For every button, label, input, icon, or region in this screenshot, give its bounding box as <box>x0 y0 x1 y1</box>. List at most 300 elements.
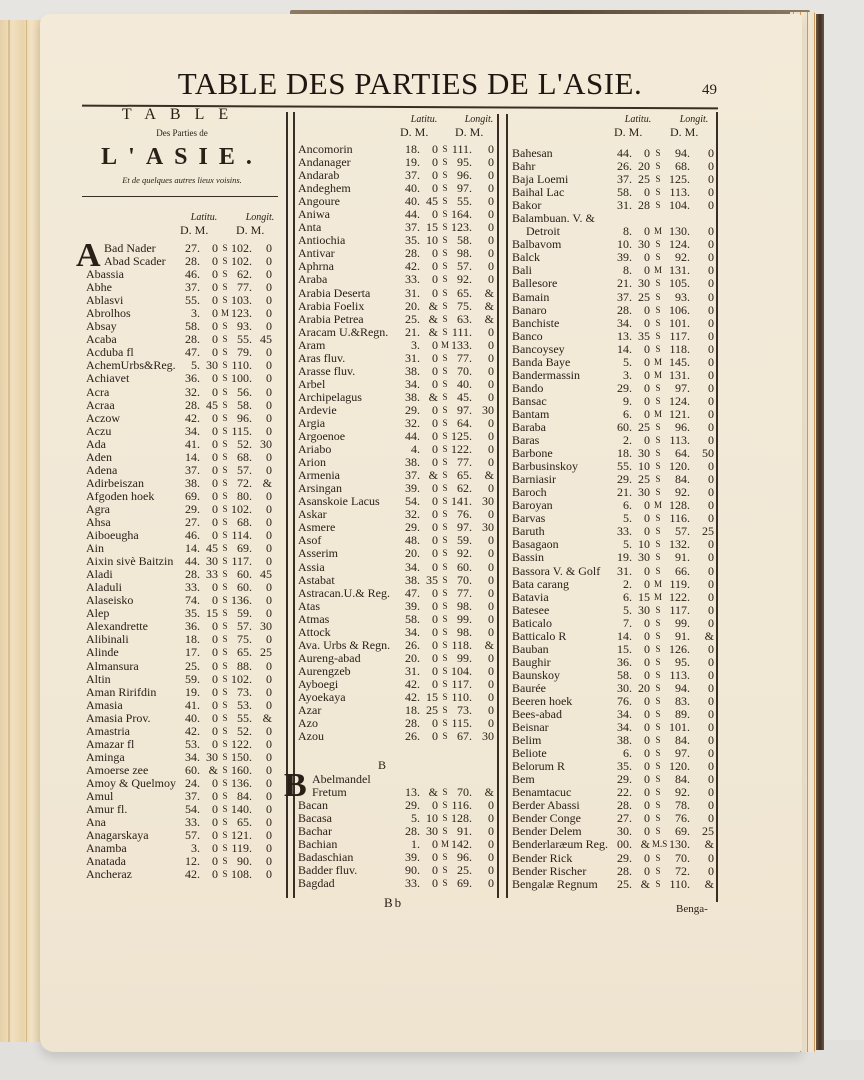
place-name: Astabat <box>298 572 335 587</box>
lonm-value: 0 <box>488 155 494 170</box>
lat-value: 34. <box>185 749 200 764</box>
lonm-value: 0 <box>266 671 272 686</box>
lonm-value: 0 <box>488 207 494 222</box>
place-name: Bengalæ Regnum <box>512 876 598 891</box>
table-row <box>298 313 500 326</box>
lon-value: 105. <box>669 276 690 291</box>
lonm-value: 0 <box>708 159 714 174</box>
place-name: Angoure <box>298 194 340 209</box>
table-row <box>512 382 718 395</box>
table-row <box>298 365 500 378</box>
hemisphere-mark: S <box>442 431 448 442</box>
place-name: Ava. Urbs & Regn. <box>298 637 391 652</box>
place-name: Aladi <box>86 567 113 582</box>
lonm-value: 0 <box>266 802 272 817</box>
hemisphere-mark: S <box>655 187 661 198</box>
lat-value: 34. <box>617 707 632 722</box>
lat-value: 28. <box>185 254 200 269</box>
latm-value: 0 <box>644 315 650 330</box>
place-name: Beeren hoek <box>512 693 573 708</box>
lat-value: 60. <box>617 419 632 434</box>
lonm-value: 0 <box>266 267 272 282</box>
lon-value: 45. <box>457 389 472 404</box>
table-row <box>298 600 500 613</box>
hemisphere-mark: S <box>222 269 228 280</box>
place-name: Bachar <box>298 824 332 839</box>
hemisphere-mark: S <box>442 326 448 337</box>
latm-value: 33 <box>206 567 218 582</box>
latm-value: 0 <box>432 729 438 744</box>
latm-value: 0 <box>432 181 438 196</box>
lat-value: 28. <box>185 332 200 347</box>
lonm-value: & <box>484 468 494 483</box>
lonm-value: 0 <box>488 559 494 574</box>
place-name: Banda Baye <box>512 354 571 369</box>
lonm-value: 0 <box>266 684 272 699</box>
table-row <box>512 643 718 656</box>
place-name: Ana <box>86 815 106 830</box>
lat-value: 44. <box>405 207 420 222</box>
place-name: Bahesan <box>512 146 553 160</box>
lonm-value: 0 <box>708 237 714 252</box>
place-name: Bansac <box>512 393 547 408</box>
lon-value: 66. <box>675 563 690 578</box>
lonm-value: 0 <box>266 280 272 295</box>
running-title: TABLE DES PARTIES DE L'ASIE. <box>177 66 643 101</box>
place-name: Baroyan <box>512 498 553 513</box>
latm-value: 10 <box>638 459 650 474</box>
lon-value: 130. <box>669 224 690 239</box>
hemisphere-mark: S <box>655 435 661 446</box>
lonm-value: 25 <box>702 524 714 539</box>
place-name: Ablasvi <box>86 293 124 308</box>
place-name: Argoenoe <box>298 429 346 444</box>
hemisphere-mark: S <box>442 718 448 729</box>
latm-value: 0 <box>432 716 438 731</box>
lon-value: 121. <box>231 828 252 843</box>
table-row <box>512 317 718 330</box>
hemisphere-mark: S <box>222 556 228 567</box>
place-name: Agra <box>86 501 110 516</box>
hemisphere-mark: M <box>653 226 662 237</box>
lonm-value: 0 <box>708 602 714 617</box>
lon-value: 77. <box>457 455 472 470</box>
latm-value: & <box>640 837 650 852</box>
latm-value: 0 <box>432 637 438 652</box>
place-name: Ancheraz <box>86 867 132 882</box>
lonm-value: 0 <box>488 181 494 196</box>
lat-value: 27. <box>185 241 200 255</box>
latm-value: 0 <box>212 593 218 608</box>
lonm-value: 0 <box>708 811 714 826</box>
lonm-value: 0 <box>488 716 494 731</box>
place-name: Barbusinskoy <box>512 459 578 474</box>
lonm-value: 0 <box>708 667 714 682</box>
place-name: Aurengzeb <box>298 663 351 678</box>
table-row <box>298 391 500 404</box>
lonm-value: 0 <box>708 707 714 722</box>
latm-value: 0 <box>432 850 438 865</box>
latm-value: 0 <box>644 824 650 839</box>
place-name: Abad Scader <box>104 254 166 269</box>
table-row <box>86 686 286 699</box>
lat-value: 10. <box>617 237 632 252</box>
hemisphere-mark: S <box>655 787 661 798</box>
place-name: Ayoekaya <box>298 689 346 704</box>
lat-value: 34. <box>405 624 420 639</box>
lonm-value: 0 <box>708 146 714 160</box>
place-name: Absay <box>86 319 117 334</box>
lonm-value: & <box>484 785 494 799</box>
table-row <box>512 669 718 682</box>
latm-value: 35 <box>426 572 438 587</box>
table-row <box>86 751 286 764</box>
place-name: Bees-abad <box>512 707 562 722</box>
lon-label: Longit. <box>679 114 709 125</box>
place-name: Bassora V. & Golf <box>512 563 601 578</box>
latm-value: 0 <box>212 580 218 595</box>
lonm-value: 0 <box>708 250 714 265</box>
lon-value: 93. <box>675 289 690 304</box>
intro-rule <box>82 196 278 197</box>
latm-value: 0 <box>432 837 438 852</box>
lat-value: 18. <box>405 703 420 718</box>
table-row <box>86 764 286 777</box>
lon-value: 92. <box>675 250 690 265</box>
latm-value: 10 <box>638 537 650 552</box>
place-name: Baruth <box>512 524 545 539</box>
latm-value: 0 <box>432 650 438 665</box>
latm-value: 0 <box>432 350 438 365</box>
hemisphere-mark: S <box>442 496 448 507</box>
lat-value: 42. <box>185 410 200 425</box>
lonm-value: 0 <box>708 302 714 317</box>
lonm-value: 0 <box>266 358 272 373</box>
lon-value: 123. <box>451 220 472 235</box>
dm-label: D. M. <box>400 125 429 139</box>
table-row <box>86 451 286 464</box>
lon-value: 99. <box>457 650 472 665</box>
lat-value: 5. <box>623 537 632 552</box>
hemisphere-mark: S <box>442 639 448 650</box>
lon-value: 92. <box>457 546 472 561</box>
place-name: Adena <box>86 462 118 477</box>
hemisphere-mark: S <box>655 748 661 759</box>
hemisphere-mark: S <box>655 761 661 772</box>
lat-value: 42. <box>405 676 420 691</box>
table-row <box>512 551 718 564</box>
latm-value: 0 <box>432 363 438 378</box>
lonm-value: 30 <box>260 619 272 634</box>
hemisphere-mark: S <box>442 183 448 194</box>
lonm-value: & <box>262 475 272 490</box>
place-name: Baurée <box>512 680 546 695</box>
lonm-value: 0 <box>488 350 494 365</box>
latm-value: 0 <box>644 641 650 656</box>
book-cover-side-edge <box>816 14 824 1050</box>
latm-value: 0 <box>212 684 218 699</box>
lonm-value: 0 <box>708 315 714 330</box>
lonm-value: 0 <box>266 632 272 647</box>
lat-value: 55. <box>185 293 200 308</box>
place-name: Azar <box>298 703 322 718</box>
place-name: Bad Nader <box>104 241 156 255</box>
lonm-value: 0 <box>488 429 494 444</box>
hemisphere-mark: S <box>222 438 228 449</box>
lon-value: 70. <box>457 363 472 378</box>
hemisphere-mark: S <box>442 391 448 402</box>
latm-value: 0 <box>644 576 650 591</box>
place-name: Asof <box>298 533 322 548</box>
lon-value: 115. <box>231 423 252 438</box>
table-row <box>512 369 718 382</box>
place-name: Anatada <box>86 854 126 869</box>
place-table-section-b <box>298 786 500 890</box>
lonm-value: 0 <box>266 514 272 529</box>
place-name: Amoy & Quelmoy <box>86 775 176 790</box>
place-name: Alibinali <box>86 632 129 647</box>
table-row <box>86 673 286 686</box>
latm-value: 0 <box>212 410 218 425</box>
place-name: Anamba <box>86 841 127 856</box>
lonm-value: 0 <box>708 367 714 382</box>
lat-value: 21. <box>405 324 420 339</box>
lat-value: 22. <box>617 785 632 800</box>
lat-value: 6. <box>623 498 632 513</box>
lonm-value: 0 <box>266 241 272 255</box>
latm-value: 0 <box>644 263 650 278</box>
lon-value: 96. <box>237 410 252 425</box>
hemisphere-mark: S <box>655 474 661 485</box>
hemisphere-mark: M <box>653 369 662 380</box>
lat-value: 38. <box>405 455 420 470</box>
catchword: Benga- <box>676 903 708 915</box>
lon-value: 53. <box>237 697 252 712</box>
lonm-value: 0 <box>266 723 272 738</box>
hemisphere-mark: S <box>222 360 228 371</box>
lon-value: 140. <box>231 802 252 817</box>
drop-cap-b: B <box>284 767 307 804</box>
lat-value: 29. <box>617 380 632 395</box>
lonm-value: 0 <box>708 693 714 708</box>
lat-value: 15. <box>617 641 632 656</box>
lonm-value: 0 <box>708 850 714 865</box>
hemisphere-mark: S <box>655 513 661 524</box>
lon-value: 70. <box>457 785 472 799</box>
lon-value: 56. <box>237 384 252 399</box>
lon-value: 113. <box>669 667 690 682</box>
lat-value: 29. <box>617 850 632 865</box>
intro-subtitle: Des Parties de <box>156 128 208 138</box>
lon-value: 96. <box>675 419 690 434</box>
hemisphere-mark: M <box>220 308 229 319</box>
hemisphere-mark: S <box>442 287 448 298</box>
hemisphere-mark: S <box>655 669 661 680</box>
latm-value: 0 <box>212 371 218 386</box>
lon-value: 150. <box>231 749 252 764</box>
lonm-value: 30 <box>482 402 494 417</box>
lonm-value: 0 <box>266 319 272 334</box>
latm-value: & <box>428 298 438 313</box>
hemisphere-mark: S <box>442 665 448 676</box>
place-name: Afgoden hoek <box>86 488 155 503</box>
lon-value: 116. <box>669 511 690 526</box>
lonm-value: 0 <box>488 389 494 404</box>
lat-value: 34. <box>405 376 420 391</box>
lonm-value: 0 <box>266 397 272 412</box>
lat-value: 5. <box>411 811 420 826</box>
lon-value: 98. <box>457 598 472 613</box>
lon-value: 91. <box>675 628 690 643</box>
lat-value: 60. <box>185 762 200 777</box>
latm-value: 0 <box>432 546 438 561</box>
hemisphere-mark: S <box>655 304 661 315</box>
hemisphere-mark: S <box>655 709 661 720</box>
table-row <box>298 665 500 678</box>
table-row <box>86 425 286 438</box>
lonm-value: 0 <box>708 641 714 656</box>
hemisphere-mark: S <box>222 764 228 775</box>
lonm-value: 0 <box>488 233 494 248</box>
hemisphere-mark: S <box>222 608 228 619</box>
hemisphere-mark: S <box>222 817 228 828</box>
hemisphere-mark: S <box>222 399 228 410</box>
lon-value: 75. <box>237 632 252 647</box>
latm-value: 0 <box>432 507 438 522</box>
lonm-value: 0 <box>488 663 494 678</box>
latm-value: 0 <box>212 671 218 686</box>
lat-value: 39. <box>405 598 420 613</box>
table-row <box>512 878 718 891</box>
latm-value: 0 <box>644 850 650 865</box>
place-name: Bamain <box>512 289 550 304</box>
lonm-value: 0 <box>708 511 714 526</box>
latm-value: 0 <box>432 415 438 430</box>
lon-value: 92. <box>675 785 690 800</box>
place-name: Badder fluv. <box>298 863 358 878</box>
place-name: Aram <box>298 337 326 352</box>
place-name: Ada <box>86 436 106 451</box>
lon-value: 130. <box>669 837 690 852</box>
place-name: Bagdad <box>298 876 335 891</box>
place-name: Aladuli <box>86 580 122 595</box>
lat-value: 36. <box>617 654 632 669</box>
latm-value: 15 <box>426 220 438 235</box>
latm-value: 0 <box>212 710 218 725</box>
lon-value: 119. <box>669 576 690 591</box>
lat-value: 26. <box>405 729 420 744</box>
hemisphere-mark: M <box>440 339 449 350</box>
place-name: Bachian <box>298 837 338 852</box>
latm-value: 0 <box>644 863 650 878</box>
latm-value: 15 <box>206 606 218 621</box>
lonm-value: & <box>484 285 494 300</box>
lon-value: 106. <box>669 302 690 317</box>
lon-value: 118. <box>451 637 472 652</box>
lon-value: 60. <box>237 580 252 595</box>
lon-value: 128. <box>669 498 690 513</box>
table-row <box>86 712 286 725</box>
lon-label: Longit. <box>245 212 275 223</box>
lat-value: 13. <box>405 785 420 799</box>
lonm-value: 0 <box>488 415 494 430</box>
latm-value: 25 <box>638 289 650 304</box>
lat-value: 12. <box>185 854 200 869</box>
lon-value: 55. <box>237 710 252 725</box>
latm-value: 0 <box>644 433 650 448</box>
lat-value: 74. <box>185 593 200 608</box>
hemisphere-mark: S <box>655 865 661 876</box>
lonm-value: 0 <box>488 689 494 704</box>
place-name: Aiboeugha <box>86 528 139 543</box>
table-row <box>86 412 286 425</box>
table-row <box>298 339 500 352</box>
dm-label: D. M. <box>180 223 209 237</box>
hemisphere-mark: S <box>442 878 448 889</box>
place-name: Detroit <box>526 224 560 239</box>
hemisphere-mark: S <box>442 274 448 285</box>
lat-value: 28. <box>405 824 420 839</box>
hemisphere-mark: S <box>655 161 661 172</box>
lon-value: 95. <box>675 654 690 669</box>
hemisphere-mark: S <box>222 699 228 710</box>
latm-value: 0 <box>432 168 438 183</box>
latm-value: 0 <box>432 207 438 222</box>
table-row <box>298 877 500 890</box>
lonm-value: 0 <box>708 224 714 239</box>
lon-value: 64. <box>675 446 690 461</box>
lon-value: 91. <box>457 824 472 839</box>
hemisphere-mark: S <box>222 686 228 697</box>
lon-value: 84. <box>675 472 690 487</box>
lon-value: 133. <box>451 337 472 352</box>
place-name: Amur fl. <box>86 802 128 817</box>
lon-value: 118. <box>669 341 690 356</box>
lat-value: 29. <box>617 472 632 487</box>
lonm-value: 0 <box>266 606 272 621</box>
lat-value: 38. <box>617 733 632 748</box>
lonm-value: 0 <box>266 580 272 595</box>
lon-value: 110. <box>231 358 252 373</box>
latm-value: 0 <box>212 841 218 856</box>
place-name: Badaschian <box>298 850 354 865</box>
place-name: Arbel <box>298 376 326 391</box>
lat-value: 31. <box>405 285 420 300</box>
lonm-value: 25 <box>260 645 272 660</box>
lat-value: 14. <box>185 449 200 464</box>
latm-value: 0 <box>644 146 650 160</box>
place-name: Armenia <box>298 468 340 483</box>
hemisphere-mark: S <box>655 148 661 158</box>
lonm-value: 0 <box>266 854 272 869</box>
lonm-value: 0 <box>488 837 494 852</box>
place-name: AchemUrbs&Reg. <box>86 358 176 373</box>
hemisphere-mark: S <box>655 330 661 341</box>
latm-value: 20 <box>638 680 650 695</box>
lat-value: 37. <box>185 462 200 477</box>
place-name: Balck <box>512 250 540 265</box>
lon-value: 69. <box>237 541 252 556</box>
hemisphere-mark: S <box>222 256 228 267</box>
lon-value: 84. <box>675 772 690 787</box>
lon-value: 77. <box>457 585 472 600</box>
lat-value: 35. <box>405 233 420 248</box>
hemisphere-mark: S <box>442 826 448 837</box>
lat-value: 28. <box>617 798 632 813</box>
lon-value: 58. <box>237 397 252 412</box>
lonm-value: 0 <box>708 341 714 356</box>
lat-value: 14. <box>617 628 632 643</box>
